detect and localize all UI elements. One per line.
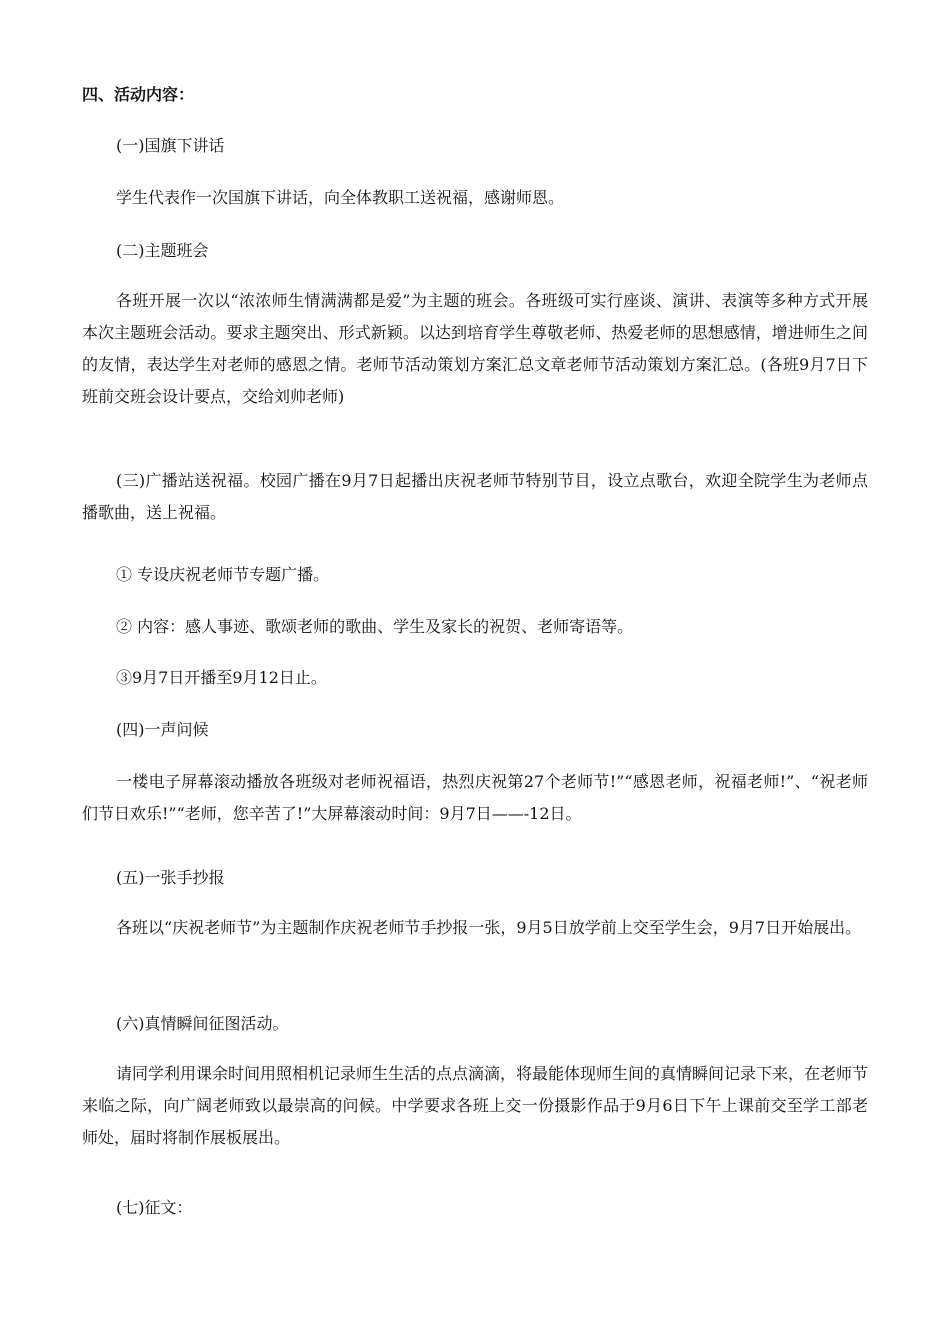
subsection-title-4: (四)一声问候 <box>116 720 209 739</box>
paragraph-5: 各班以“庆祝老师节”为主题制作庆祝老师节手抄报一张，9月5日放学前上交至学生会，9月7日开始展出。 <box>116 918 862 937</box>
list-item-3: ③9月7日开播至9月12日止。 <box>116 668 327 687</box>
paragraph-6: 请同学利用课余时间用照相机记录师生生活的点点滴滴，将最能体现师生间的真情瞬间记录下来，在老师节来临之际，向广阔老师致以最崇高的问候。中学要求各班上交一份摄影作品于9月6日下午上课前交至学工部老师处，届时将制作展板展出。 <box>82 1064 869 1147</box>
paragraph-4: 一楼电子屏幕滚动播放各班级对老师祝福语，热烈庆祝第27个老师节!”“感恩老师，祝福老师!”、“祝老师们节日欢乐!”“老师，您辛苦了!”大屏幕滚动时间：9月7日——-12日。 <box>82 772 868 823</box>
paragraph-1: 学生代表作一次国旗下讲话，向全体教职工送祝福，感谢师恩。 <box>116 188 565 207</box>
paragraph-2: 各班开展一次以“浓浓师生情满满都是爱”为主题的班会。各班级可实行座谈、演讲、表演等多种方式开展本次主题班会活动。要求主题突出、形式新颖。以达到培育学生尊敬老师、热爱老师的思想感情，增进师生之间的友情，表达学生对老师的感恩之情。老师节活动策划方案汇总文章老师节活动策划方案汇总。(各班9月7日下班前交班会设计要点，交给刘帅老师) <box>82 291 868 406</box>
subsection-title-6: (六)真情瞬间征图活动。 <box>116 1014 289 1033</box>
section-heading: 四、活动内容： <box>82 85 195 104</box>
list-item-2: ② 内容：感人事迹、歌颂老师的歌曲、学生及家长的祝贺、老师寄语等。 <box>116 617 634 636</box>
list-item-1: ① 专设庆祝老师节专题广播。 <box>116 565 330 584</box>
subsection-title-2: (二)主题班会 <box>116 241 209 260</box>
subsection-title-7: (七)征文： <box>116 1198 193 1217</box>
subsection-title-1: (一)国旗下讲话 <box>116 136 225 155</box>
subsection-title-5: (五)一张手抄报 <box>116 868 225 887</box>
paragraph-3: (三)广播站送祝福。校园广播在9月7日起播出庆祝老师节特别节目，设立点歌台，欢迎全院学生为老师点播歌曲，送上祝福。 <box>82 471 868 522</box>
